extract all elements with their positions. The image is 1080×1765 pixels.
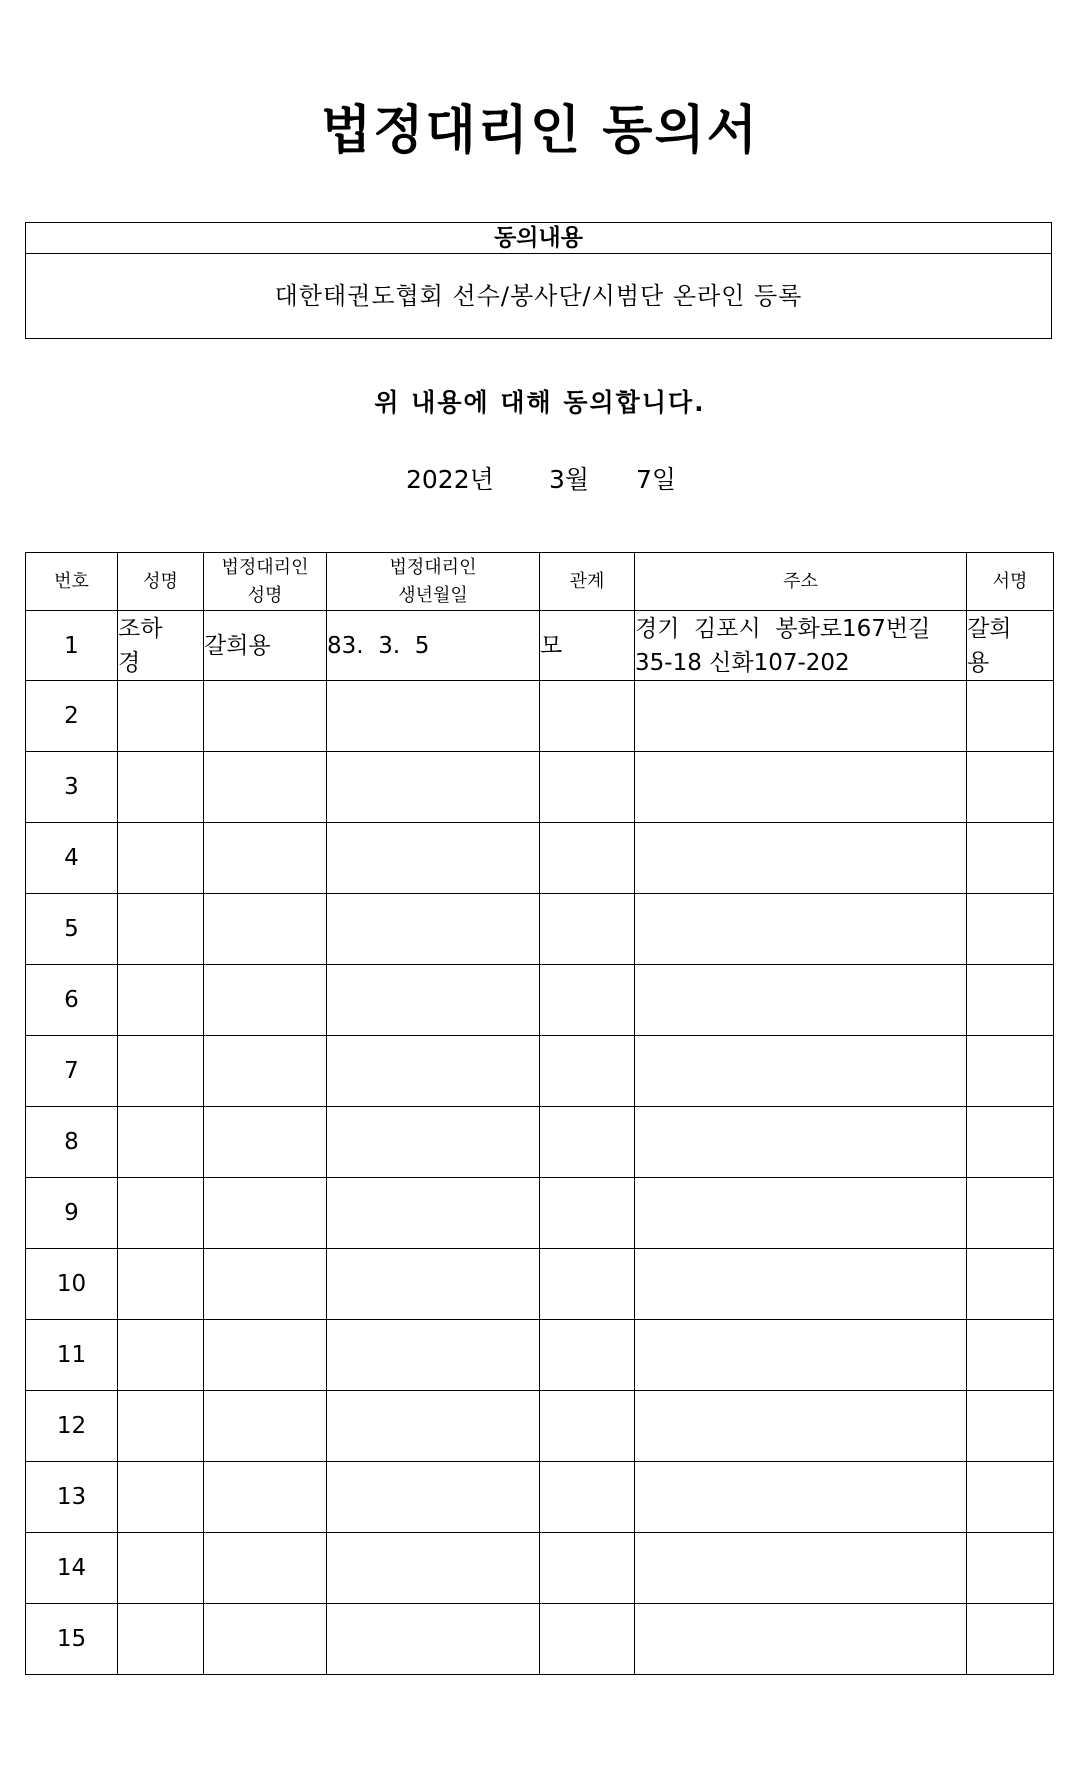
cell-guardian-birth (327, 965, 540, 1036)
table-row (26, 894, 1054, 965)
cell-no: 2 (26, 681, 118, 752)
cell-no: 5 (26, 894, 118, 965)
cell-relation (540, 681, 635, 752)
date-month: 3월 (549, 465, 590, 494)
cell-relation (540, 894, 635, 965)
cell-guardian-name (204, 1604, 327, 1675)
table-row (26, 1036, 1054, 1107)
cell-signature (967, 894, 1054, 965)
cell-signature (967, 1178, 1054, 1249)
cell-no: 11 (26, 1320, 118, 1391)
cell-signature-line2: 용 (967, 649, 990, 676)
cell-relation (540, 1604, 635, 1675)
date-day: 7일 (636, 465, 677, 494)
cell-guardian-name (204, 1178, 327, 1249)
cell-guardian-birth (327, 1249, 540, 1320)
cell-guardian-name: 갈희용 (204, 611, 327, 681)
cell-no: 8 (26, 1107, 118, 1178)
cell-name (118, 1391, 204, 1462)
cell-guardian-name (204, 681, 327, 752)
cell-name (118, 752, 204, 823)
cell-guardian-name (204, 1320, 327, 1391)
cell-address (635, 1604, 967, 1675)
table-row (26, 1178, 1054, 1249)
cell-relation (540, 752, 635, 823)
cell-signature (967, 965, 1054, 1036)
cell-no: 14 (26, 1533, 118, 1604)
cell-address-line1: 경기 김포시 봉화로167번길 (635, 615, 931, 642)
cell-no: 15 (26, 1604, 118, 1675)
cell-name (118, 823, 204, 894)
cell-guardian-name (204, 1249, 327, 1320)
cell-no: 10 (26, 1249, 118, 1320)
cell-signature (967, 1249, 1054, 1320)
cell-no: 12 (26, 1391, 118, 1462)
header-no: 번호 (26, 553, 118, 611)
cell-name-line1: 조하 (118, 615, 163, 642)
cell-signature (967, 752, 1054, 823)
cell-signature (967, 823, 1054, 894)
cell-relation (540, 1178, 635, 1249)
cell-guardian-birth (327, 894, 540, 965)
cell-name-line2: 경 (118, 649, 141, 676)
cell-relation (540, 965, 635, 1036)
cell-guardian-birth (327, 1462, 540, 1533)
cell-guardian-name (204, 752, 327, 823)
consent-box (25, 222, 1052, 339)
table-row (26, 965, 1054, 1036)
cell-name (118, 1178, 204, 1249)
cell-guardian-name (204, 1533, 327, 1604)
cell-address (635, 1533, 967, 1604)
cell-no: 4 (26, 823, 118, 894)
header-signature: 서명 (967, 553, 1054, 611)
cell-signature (967, 1391, 1054, 1462)
cell-name (118, 681, 204, 752)
cell-name (118, 1107, 204, 1178)
cell-address (635, 752, 967, 823)
cell-signature (967, 681, 1054, 752)
cell-address (635, 1036, 967, 1107)
cell-relation (540, 1391, 635, 1462)
guardian-table (25, 552, 1054, 1675)
header-guardian-name (204, 553, 327, 611)
cell-relation (540, 1462, 635, 1533)
cell-guardian-birth: 83. 3. 5 (327, 611, 540, 681)
table-row (26, 1391, 1054, 1462)
cell-relation (540, 1533, 635, 1604)
cell-signature (967, 611, 1054, 681)
cell-address (635, 611, 967, 681)
date-line (0, 460, 1080, 494)
cell-name (118, 1604, 204, 1675)
cell-guardian-birth (327, 752, 540, 823)
cell-guardian-birth (327, 1320, 540, 1391)
table-row (26, 1604, 1054, 1675)
cell-no: 13 (26, 1462, 118, 1533)
cell-guardian-name (204, 1462, 327, 1533)
header-guardian-birth (327, 553, 540, 611)
cell-guardian-name (204, 894, 327, 965)
cell-no: 7 (26, 1036, 118, 1107)
cell-no: 6 (26, 965, 118, 1036)
header-address: 주소 (635, 553, 967, 611)
table-row (26, 1249, 1054, 1320)
header-relation: 관계 (540, 553, 635, 611)
cell-relation (540, 1107, 635, 1178)
document-title: 법정대리인 동의서 (321, 101, 759, 161)
cell-relation: 모 (540, 611, 635, 681)
cell-address (635, 1391, 967, 1462)
cell-guardian-name (204, 1107, 327, 1178)
table-row (26, 1320, 1054, 1391)
cell-no: 9 (26, 1178, 118, 1249)
cell-name (118, 611, 204, 681)
table-row (26, 1462, 1054, 1533)
cell-name (118, 894, 204, 965)
cell-guardian-birth (327, 1604, 540, 1675)
consent-header: 동의내용 (26, 223, 1051, 254)
table-row (26, 681, 1054, 752)
cell-no: 1 (26, 611, 118, 681)
table-header-row (26, 553, 1054, 611)
cell-address (635, 965, 967, 1036)
cell-name (118, 965, 204, 1036)
table-row (26, 1107, 1054, 1178)
cell-relation (540, 1320, 635, 1391)
header-guardian-birth-line2: 생년월일 (398, 584, 468, 606)
cell-address (635, 823, 967, 894)
cell-address (635, 1249, 967, 1320)
cell-guardian-name (204, 823, 327, 894)
cell-address-line2: 35-18 신화107-202 (635, 649, 850, 676)
cell-name (118, 1533, 204, 1604)
cell-name (118, 1036, 204, 1107)
cell-relation (540, 1036, 635, 1107)
header-guardian-name-line1: 법정대리인 (221, 556, 309, 578)
cell-address (635, 1320, 967, 1391)
cell-guardian-birth (327, 1533, 540, 1604)
cell-signature-line1: 갈희 (967, 615, 1012, 642)
cell-guardian-name (204, 1391, 327, 1462)
date-year: 2022년 (406, 465, 494, 494)
cell-guardian-name (204, 1036, 327, 1107)
table-row (26, 752, 1054, 823)
cell-no: 3 (26, 752, 118, 823)
cell-address (635, 1107, 967, 1178)
cell-guardian-birth (327, 823, 540, 894)
cell-signature (967, 1604, 1054, 1675)
table-row (26, 611, 1054, 681)
header-name: 성명 (118, 553, 204, 611)
consent-body: 대한태권도협회 선수/봉사단/시범단 온라인 등록 (274, 282, 803, 310)
cell-address (635, 894, 967, 965)
table-row (26, 1533, 1054, 1604)
cell-guardian-name (204, 965, 327, 1036)
cell-guardian-birth (327, 1036, 540, 1107)
agree-statement: 위 내용에 대해 동의합니다. (374, 388, 706, 417)
cell-address (635, 1462, 967, 1533)
cell-name (118, 1462, 204, 1533)
cell-name (118, 1249, 204, 1320)
cell-name (118, 1320, 204, 1391)
cell-signature (967, 1533, 1054, 1604)
cell-signature (967, 1036, 1054, 1107)
cell-signature (967, 1107, 1054, 1178)
cell-signature (967, 1320, 1054, 1391)
cell-relation (540, 1249, 635, 1320)
cell-relation (540, 823, 635, 894)
cell-address (635, 681, 967, 752)
header-guardian-name-line2: 성명 (247, 584, 283, 606)
cell-guardian-birth (327, 1391, 540, 1462)
table-row (26, 823, 1054, 894)
cell-guardian-birth (327, 1107, 540, 1178)
cell-signature (967, 1462, 1054, 1533)
cell-guardian-birth (327, 1178, 540, 1249)
cell-guardian-birth (327, 681, 540, 752)
header-guardian-birth-line1: 법정대리인 (389, 556, 477, 578)
cell-address (635, 1178, 967, 1249)
